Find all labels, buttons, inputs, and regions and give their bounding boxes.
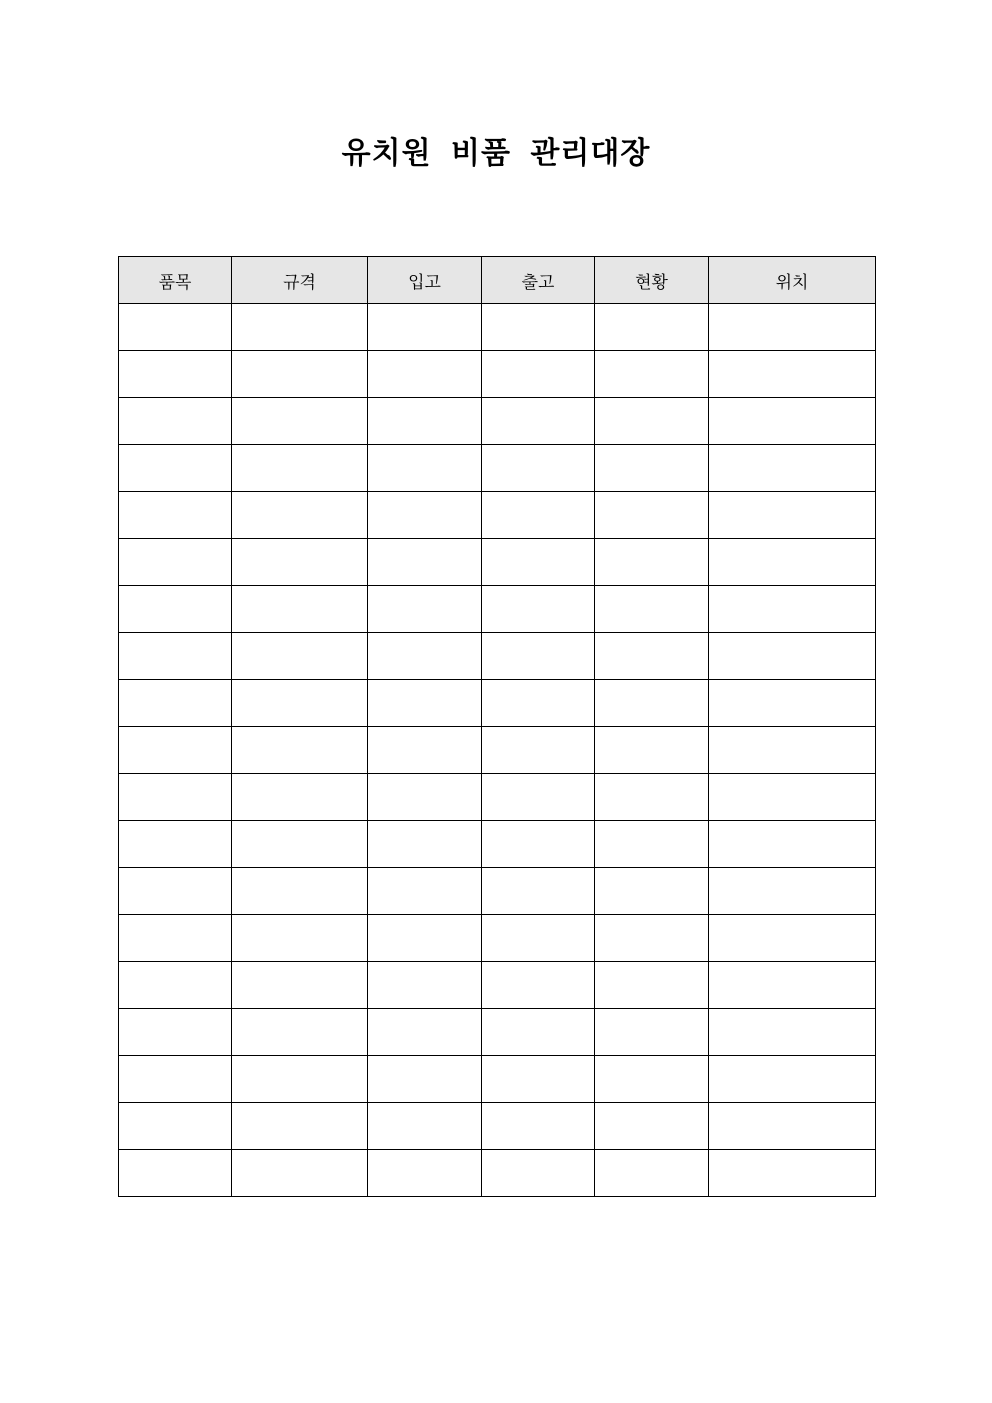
- table-cell-status[interactable]: [595, 633, 709, 680]
- table-cell-location[interactable]: [709, 539, 876, 586]
- table-cell-issued[interactable]: [482, 351, 595, 398]
- table-cell-spec[interactable]: [232, 1009, 368, 1056]
- table-cell-received[interactable]: [368, 445, 482, 492]
- table-cell-issued[interactable]: [482, 1103, 595, 1150]
- column-header-issued: 출고: [482, 257, 595, 304]
- table-cell-issued[interactable]: [482, 586, 595, 633]
- table-cell-location[interactable]: [709, 1009, 876, 1056]
- table-cell-received[interactable]: [368, 1150, 482, 1197]
- table-cell-item[interactable]: [119, 1009, 232, 1056]
- table-cell-issued[interactable]: [482, 1056, 595, 1103]
- table-cell-item[interactable]: [119, 351, 232, 398]
- table-cell-spec[interactable]: [232, 633, 368, 680]
- table-row: [119, 774, 876, 821]
- table-cell-item[interactable]: [119, 680, 232, 727]
- table-cell-spec[interactable]: [232, 962, 368, 1009]
- table-cell-issued[interactable]: [482, 821, 595, 868]
- table-cell-location[interactable]: [709, 492, 876, 539]
- table-cell-item[interactable]: [119, 304, 232, 351]
- table-header-row: [119, 257, 876, 304]
- table-cell-received[interactable]: [368, 915, 482, 962]
- table-cell-received[interactable]: [368, 1056, 482, 1103]
- table-cell-location[interactable]: [709, 1150, 876, 1197]
- table-cell-status[interactable]: [595, 351, 709, 398]
- table-cell-spec[interactable]: [232, 774, 368, 821]
- table-cell-issued[interactable]: [482, 915, 595, 962]
- table-cell-location[interactable]: [709, 1056, 876, 1103]
- table-row: [119, 1103, 876, 1150]
- table-cell-location[interactable]: [709, 915, 876, 962]
- table-cell-location[interactable]: [709, 633, 876, 680]
- table-cell-spec[interactable]: [232, 868, 368, 915]
- table-cell-issued[interactable]: [482, 962, 595, 1009]
- column-header-item: 품목: [119, 257, 232, 304]
- table-cell-location[interactable]: [709, 774, 876, 821]
- table-cell-location[interactable]: [709, 1103, 876, 1150]
- table-cell-issued[interactable]: [482, 492, 595, 539]
- table-row: [119, 868, 876, 915]
- table-cell-item[interactable]: [119, 915, 232, 962]
- table-row: [119, 727, 876, 774]
- table-cell-spec[interactable]: [232, 586, 368, 633]
- table-cell-received[interactable]: [368, 633, 482, 680]
- table-cell-status[interactable]: [595, 539, 709, 586]
- table-cell-status[interactable]: [595, 821, 709, 868]
- table-cell-received[interactable]: [368, 962, 482, 1009]
- document-title: 유치원 비품 관리대장: [341, 136, 651, 171]
- table-cell-item[interactable]: [119, 868, 232, 915]
- table-cell-status[interactable]: [595, 1056, 709, 1103]
- table-cell-location[interactable]: [709, 351, 876, 398]
- table-cell-item[interactable]: [119, 727, 232, 774]
- equipment-ledger-table: [118, 256, 876, 1197]
- table-cell-item[interactable]: [119, 445, 232, 492]
- table-row: [119, 586, 876, 633]
- table-cell-item[interactable]: [119, 1056, 232, 1103]
- column-header-status: 현황: [595, 257, 709, 304]
- table-cell-item[interactable]: [119, 1150, 232, 1197]
- table-cell-item[interactable]: [119, 821, 232, 868]
- table-cell-status[interactable]: [595, 492, 709, 539]
- table-cell-spec[interactable]: [232, 351, 368, 398]
- table-cell-received[interactable]: [368, 492, 482, 539]
- table-row: [119, 1150, 876, 1197]
- table-cell-issued[interactable]: [482, 539, 595, 586]
- table-cell-received[interactable]: [368, 304, 482, 351]
- table-cell-issued[interactable]: [482, 445, 595, 492]
- table-row: [119, 445, 876, 492]
- table-cell-status[interactable]: [595, 445, 709, 492]
- table-cell-spec[interactable]: [232, 1150, 368, 1197]
- table-cell-status[interactable]: [595, 962, 709, 1009]
- table-cell-status[interactable]: [595, 304, 709, 351]
- table-cell-spec[interactable]: [232, 821, 368, 868]
- table-cell-spec[interactable]: [232, 680, 368, 727]
- table-cell-received[interactable]: [368, 680, 482, 727]
- table-row: [119, 1056, 876, 1103]
- table-cell-status[interactable]: [595, 398, 709, 445]
- table-row: [119, 351, 876, 398]
- table-cell-issued[interactable]: [482, 727, 595, 774]
- table-cell-status[interactable]: [595, 1009, 709, 1056]
- table-cell-item[interactable]: [119, 962, 232, 1009]
- table-cell-received[interactable]: [368, 539, 482, 586]
- table-row: [119, 398, 876, 445]
- table-cell-status[interactable]: [595, 1150, 709, 1197]
- column-header-spec: 규격: [232, 257, 368, 304]
- table-cell-item[interactable]: [119, 398, 232, 445]
- table-cell-received[interactable]: [368, 1103, 482, 1150]
- table-cell-received[interactable]: [368, 727, 482, 774]
- table-cell-received[interactable]: [368, 1009, 482, 1056]
- table-cell-spec[interactable]: [232, 1056, 368, 1103]
- table-cell-issued[interactable]: [482, 680, 595, 727]
- table-cell-received[interactable]: [368, 351, 482, 398]
- table-row: [119, 492, 876, 539]
- table-cell-received[interactable]: [368, 821, 482, 868]
- table-cell-location[interactable]: [709, 868, 876, 915]
- table-cell-status[interactable]: [595, 915, 709, 962]
- table-cell-status[interactable]: [595, 586, 709, 633]
- table-cell-issued[interactable]: [482, 1150, 595, 1197]
- table-cell-issued[interactable]: [482, 1009, 595, 1056]
- table-cell-spec[interactable]: [232, 304, 368, 351]
- table-cell-spec[interactable]: [232, 492, 368, 539]
- table-row: [119, 962, 876, 1009]
- table-cell-received[interactable]: [368, 868, 482, 915]
- table-cell-location[interactable]: [709, 445, 876, 492]
- table-cell-item[interactable]: [119, 586, 232, 633]
- table-cell-status[interactable]: [595, 1103, 709, 1150]
- table-row: [119, 1009, 876, 1056]
- table-cell-received[interactable]: [368, 398, 482, 445]
- table-row: [119, 633, 876, 680]
- table-cell-status[interactable]: [595, 727, 709, 774]
- table-cell-spec[interactable]: [232, 539, 368, 586]
- table-cell-issued[interactable]: [482, 398, 595, 445]
- table-cell-location[interactable]: [709, 962, 876, 1009]
- table-cell-location[interactable]: [709, 304, 876, 351]
- table-cell-received[interactable]: [368, 774, 482, 821]
- table-row: [119, 539, 876, 586]
- column-header-location: 위치: [709, 257, 876, 304]
- table-body: [119, 304, 876, 1197]
- table-cell-location[interactable]: [709, 821, 876, 868]
- table-cell-spec[interactable]: [232, 445, 368, 492]
- table-cell-location[interactable]: [709, 586, 876, 633]
- table-cell-issued[interactable]: [482, 774, 595, 821]
- table-cell-item[interactable]: [119, 539, 232, 586]
- table-cell-spec[interactable]: [232, 1103, 368, 1150]
- table-cell-received[interactable]: [368, 586, 482, 633]
- table-row: [119, 915, 876, 962]
- table-cell-spec[interactable]: [232, 398, 368, 445]
- table-row: [119, 821, 876, 868]
- table-cell-item[interactable]: [119, 1103, 232, 1150]
- table-cell-location[interactable]: [709, 680, 876, 727]
- table-row: [119, 680, 876, 727]
- table-cell-issued[interactable]: [482, 633, 595, 680]
- table-cell-location[interactable]: [709, 398, 876, 445]
- table-cell-status[interactable]: [595, 774, 709, 821]
- table-cell-issued[interactable]: [482, 304, 595, 351]
- table-cell-item[interactable]: [119, 633, 232, 680]
- table-cell-spec[interactable]: [232, 915, 368, 962]
- table-cell-status[interactable]: [595, 868, 709, 915]
- table-cell-location[interactable]: [709, 727, 876, 774]
- table-cell-issued[interactable]: [482, 868, 595, 915]
- table-row: [119, 304, 876, 351]
- table-cell-item[interactable]: [119, 774, 232, 821]
- table-cell-spec[interactable]: [232, 727, 368, 774]
- column-header-received: 입고: [368, 257, 482, 304]
- table-cell-status[interactable]: [595, 680, 709, 727]
- table-cell-item[interactable]: [119, 492, 232, 539]
